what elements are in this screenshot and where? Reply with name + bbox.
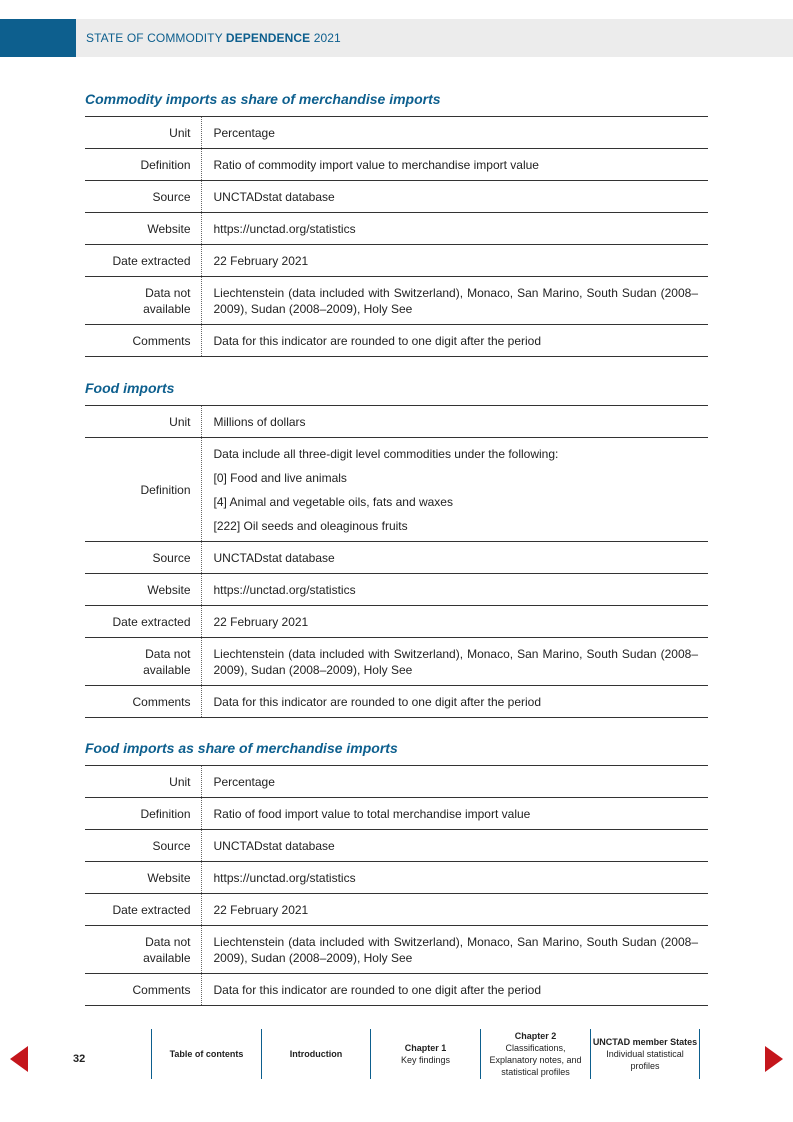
table-row <box>85 974 708 1006</box>
page-header <box>0 19 793 57</box>
row-key-line: Data not <box>145 934 191 949</box>
section-title: Food imports as share of merchandise imports <box>85 740 398 756</box>
nav-subtitle: statistical profiles <box>501 1067 570 1077</box>
table-row <box>85 149 708 181</box>
row-key: Unit <box>85 406 201 438</box>
row-key-line: Data not <box>145 646 191 661</box>
table-row <box>85 862 708 894</box>
table-row <box>85 245 708 277</box>
table-row <box>85 277 708 325</box>
definition-line: [222] Oil seeds and oleaginous fruits <box>213 518 408 533</box>
row-key: Comments <box>85 325 201 357</box>
section-commodity-imports-share <box>85 90 708 357</box>
report-title <box>86 31 341 45</box>
nav-subtitle: profiles <box>630 1061 660 1071</box>
nav-label: Introduction <box>289 1049 343 1059</box>
report-title-prefix: STATE OF COMMODITY <box>86 31 226 45</box>
row-key: Website <box>85 862 201 894</box>
metadata-table <box>85 116 708 357</box>
row-value-link[interactable]: https://unctad.org/statistics <box>201 862 708 894</box>
row-key: Comments <box>85 686 201 718</box>
definition-line: [0] Food and live animals <box>213 470 347 485</box>
metadata-table <box>85 765 708 1006</box>
table-row <box>85 181 708 213</box>
table-row <box>85 574 708 606</box>
nav-chapter-2[interactable] <box>480 1029 590 1079</box>
row-value-list <box>201 438 708 542</box>
row-value: Ratio of commodity import value to merchandise import value <box>201 149 708 181</box>
row-key: Website <box>85 574 201 606</box>
row-value: Percentage <box>201 117 708 149</box>
table-row <box>85 542 708 574</box>
row-value: Ratio of food import value to total merchandise import value <box>201 798 708 830</box>
row-value: 22 February 2021 <box>201 606 708 638</box>
table-row <box>85 325 708 357</box>
row-key: Unit <box>85 766 201 798</box>
section-title: Food imports <box>85 380 175 396</box>
row-value: Liechtenstein (data included with Switzerland), Monaco, San Marino, South Sudan (2008–2009), Sudan (2008–2009), Holy See <box>201 926 708 974</box>
row-value: 22 February 2021 <box>201 894 708 926</box>
nav-title: Chapter 1 <box>404 1043 447 1053</box>
table-row <box>85 830 708 862</box>
section-food-imports-share <box>85 739 708 1006</box>
table-row <box>85 117 708 149</box>
nav-title: Chapter 2 <box>514 1031 557 1041</box>
row-key: Date extracted <box>85 894 201 926</box>
row-key: Date extracted <box>85 245 201 277</box>
report-title-suffix: 2021 <box>310 31 341 45</box>
section-title: Commodity imports as share of merchandise imports <box>85 91 441 107</box>
nav-subtitle: Classifications, <box>505 1043 566 1053</box>
row-key-line: available <box>143 662 191 677</box>
row-key <box>85 638 201 686</box>
row-key: Unit <box>85 117 201 149</box>
row-value: UNCTADstat database <box>201 830 708 862</box>
nav-label: Table of contents <box>169 1049 244 1059</box>
row-value: UNCTADstat database <box>201 542 708 574</box>
previous-page-arrow-icon[interactable] <box>10 1046 28 1072</box>
footer-nav <box>0 1026 793 1084</box>
table-row <box>85 798 708 830</box>
row-key: Definition <box>85 149 201 181</box>
row-key: Website <box>85 213 201 245</box>
row-value: Liechtenstein (data included with Switzerland), Monaco, San Marino, South Sudan (2008–2009), Sudan (2008–2009), Holy See <box>201 638 708 686</box>
row-key: Definition <box>85 438 201 542</box>
row-value: Liechtenstein (data included with Switzerland), Monaco, San Marino, South Sudan (2008–2009), Sudan (2008–2009), Holy See <box>201 277 708 325</box>
row-value: UNCTADstat database <box>201 181 708 213</box>
nav-table-of-contents[interactable] <box>151 1029 261 1079</box>
row-value-link[interactable]: https://unctad.org/statistics <box>201 213 708 245</box>
report-title-bold: DEPENDENCE <box>225 31 311 45</box>
header-color-tab <box>0 19 76 57</box>
row-key-line: Data not <box>145 285 191 300</box>
nav-introduction[interactable] <box>261 1029 370 1079</box>
row-value: Percentage <box>201 766 708 798</box>
nav-subtitle: Individual statistical <box>606 1049 684 1059</box>
nav-member-states[interactable] <box>590 1029 700 1079</box>
row-value: Data for this indicator are rounded to one digit after the period <box>201 325 708 357</box>
table-row <box>85 638 708 686</box>
row-key <box>85 277 201 325</box>
table-row <box>85 766 708 798</box>
page-number: 32 <box>73 1053 86 1065</box>
table-row <box>85 926 708 974</box>
definition-line: Data include all three-digit level commodities under the following: <box>213 446 559 461</box>
table-row <box>85 438 708 542</box>
row-key-line: available <box>143 301 191 316</box>
row-value: Millions of dollars <box>201 406 708 438</box>
section-food-imports <box>85 379 708 718</box>
table-row <box>85 406 708 438</box>
row-key: Date extracted <box>85 606 201 638</box>
row-key <box>85 926 201 974</box>
table-row <box>85 894 708 926</box>
next-page-arrow-icon[interactable] <box>765 1046 783 1072</box>
row-value: 22 February 2021 <box>201 245 708 277</box>
table-row <box>85 213 708 245</box>
row-value-link[interactable]: https://unctad.org/statistics <box>201 574 708 606</box>
row-key: Source <box>85 181 201 213</box>
row-value: Data for this indicator are rounded to one digit after the period <box>201 686 708 718</box>
nav-subtitle: Key findings <box>400 1055 451 1065</box>
row-key: Comments <box>85 974 201 1006</box>
row-value: Data for this indicator are rounded to one digit after the period <box>201 974 708 1006</box>
row-key: Source <box>85 542 201 574</box>
nav-title: UNCTAD member States <box>592 1037 698 1047</box>
nav-subtitle: Explanatory notes, and <box>489 1055 582 1065</box>
row-key-line: available <box>143 950 191 965</box>
table-row <box>85 606 708 638</box>
table-row <box>85 686 708 718</box>
nav-chapter-1[interactable] <box>370 1029 480 1079</box>
definition-line: [4] Animal and vegetable oils, fats and waxes <box>213 494 453 509</box>
metadata-table <box>85 405 708 718</box>
row-key: Definition <box>85 798 201 830</box>
row-key: Source <box>85 830 201 862</box>
